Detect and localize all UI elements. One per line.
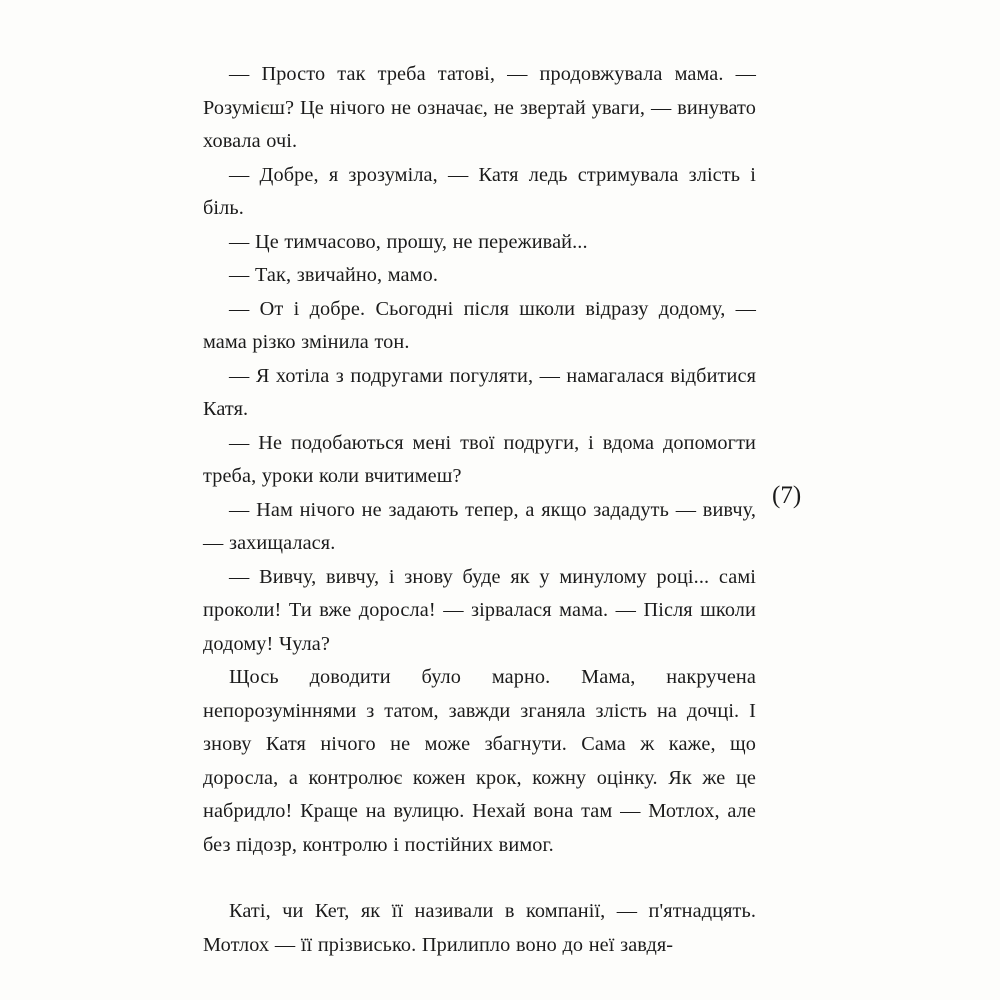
paragraph: — Нам нічого не задають тепер, а якщо зададуть — вивчу, — захищалася. <box>203 498 756 554</box>
paragraph: — Я хотіла з подругами погуляти, — намагалася відбитися Катя. <box>203 364 756 420</box>
paragraph: — Це тимчасово, прошу, не переживай... <box>229 230 588 253</box>
paragraph: Каті, чи Кет, як її називали в компанії, — п'ятнадцять. Мотлох — її прізвисько. Прилипло воно до неї завдя- <box>203 900 756 956</box>
paragraph: — Просто так треба татові, — продовжувала мама. — Розумієш? Це нічого не означає, не звертай уваги, — винувато ховала очі. <box>203 63 756 152</box>
paragraph: — Не подобаються мені твої подруги, і вдома допомогти треба, уроки коли вчитимеш? <box>203 431 756 487</box>
paragraph: — Так, звичайно, мамо. <box>229 264 439 286</box>
paragraph: — Вивчу, вивчу, і знову буде як у минулому році... самі проколи! Ти вже доросла! — зірвалася мама. — Після школи додому! Чула? <box>203 565 756 655</box>
paragraph: — От і добре. Сьогодні після школи відразу додому, — мама різко змінила тон. <box>203 297 756 353</box>
paragraph: — Добре, я зрозуміла, — Катя ледь стримувала злість і біль. <box>203 163 756 219</box>
body-text-column <box>203 58 756 962</box>
paragraph: Щось доводити було марно. Мама, накручена непорозуміннями з татом, завжди зганяла злість на дочці. І знову Катя нічого не може збагнути. Сама ж каже, що доросла, а контролює кожен крок, кожну оцінку. Як же це набридло! Краще на вулицю. Нехай вона там — Мотлох, але без підозр, контролю і постійних вимог. <box>203 666 756 856</box>
page-number: (7) <box>772 482 802 509</box>
